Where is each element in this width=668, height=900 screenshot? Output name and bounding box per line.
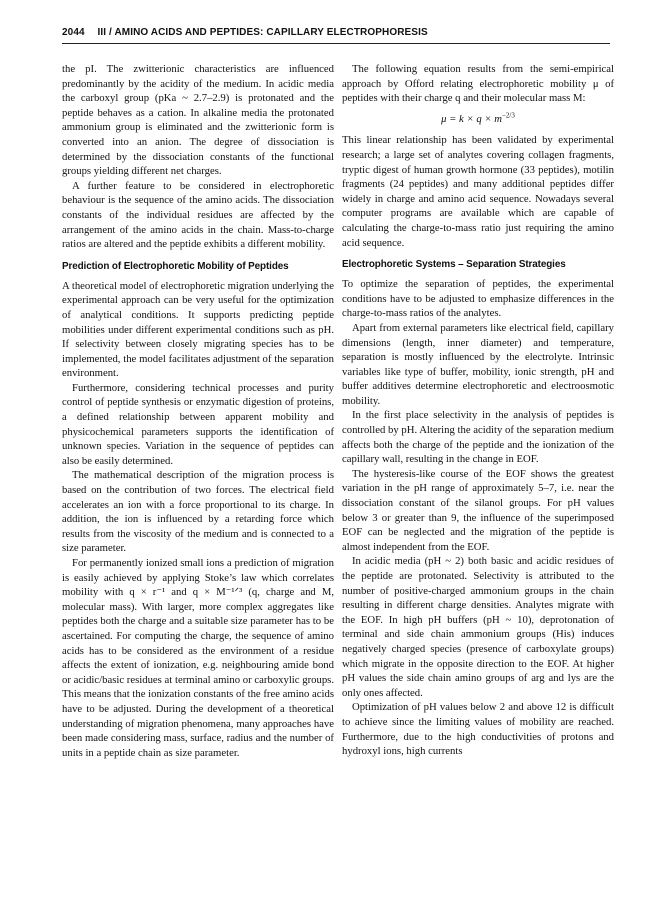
right-column: [342, 62, 614, 759]
paragraph: In acidic media (pH ~ 2) both basic and acidic residues of the peptide are protonated. Selectivity is attributed to the number of positive-charged ammonium groups in the chain resulting in different charge densities. Analytes migrate with the EOF. In high pH buffers (pH ~ 10), deprotonation of terminal and side chain ammonium groups (His) induces negatively charged species (presence of carboxylate groups) which migrate in the opposite direction to the EOF. At higher pH values the side chain amino groups of arg and lys are the only ones affected.: [342, 555, 614, 699]
paragraph: the pI. The zwitterionic characteristics are influenced predominantly by the acidity of the medium. In acidic media the carboxyl group (pKa ~ 2.7–2.9) is protonated and the peptide behaves as a cation. In alkaline media the protonated ammonium group is eliminated and the zwitterionic form is converted into an anion. The degree of dissociation is determined by the dissociation constants of the functional groups yielding different net charges.: [62, 63, 334, 178]
running-title: III / AMINO ACIDS AND PEPTIDES: CAPILLARY ELECTROPHORESIS: [97, 27, 428, 38]
section-heading: Prediction of Electrophoretic Mobility of Peptides: [62, 260, 289, 272]
equation-body: μ = k × q × m: [441, 112, 502, 125]
paragraph: Optimization of pH values below 2 and above 12 is difficult to achieve since the limiting values of mobility are reached. Furthermore, due to the high conductivities of protons and hydroxyl ions, high currents: [342, 701, 614, 758]
left-column: [62, 62, 334, 760]
paragraph: Furthermore, considering technical processes and purity control of peptide synthesis or enzymatic digestion of proteins, a defined relationship between apparent mobility and physicochemical parameters supports the identification of unknown species. Variation in the sequence of peptides can also be easily determined.: [62, 381, 334, 467]
paragraph: A theoretical model of electrophoretic migration underlying the experimental approach can be very useful for the optimization of analytical conditions. It supports predicting peptide mobilities under different experimental conditions such as pH. If selectivity between closely migrating species has to be implemented, the model facilitates adjustment of the separation environment.: [62, 279, 334, 380]
paragraph: The hysteresis-like course of the EOF shows the greatest variation in the pH range of approximately 5–7, i.e. near the dissociation constant of the silanol groups. For pH values below 3 or greater than 9, the influence of the superimposed EOF can be neglected and the migration of the peptide is almost independent from the EOF.: [342, 467, 614, 553]
paragraph: Apart from external parameters like electrical field, capillary dimensions (length, inner diameter) and temperature, separation is mostly influenced by the electrolyte. Intrinsic variables like type of buffer, mobility, ionic strength, pH and buffer additives determine electrophoretic and electroosmotic mobility.: [342, 321, 614, 407]
paragraph: A further feature to be considered in electrophoretic behaviour is the sequence of the amino acids. The dissociation constants of the individual residues are affected by the arrangement of the amino acids in the chain. Mass-to-charge ratios are altered and the peptide exhibits a different mobility.: [62, 179, 334, 251]
paragraph: The following equation results from the semi-empirical approach by Offord relating electrophoretic mobility μ of peptides with their charge q and their molecular mass M:: [342, 63, 614, 105]
page-number: 2044: [62, 27, 85, 38]
paragraph: The mathematical description of the migration process is based on the contribution of two forces. The electrical field accelerates an ion with a force proportional to its charge. In addition, the ion is influenced by a retarding force which results from the viscosity of the medium and is connected to a size parameter.: [62, 469, 334, 555]
paragraph: To optimize the separation of peptides, the experimental conditions have to be adjusted to emphasize differences in the charge-to-mass ratios of the analytes.: [342, 278, 614, 320]
paragraph: For permanently ionized small ions a prediction of migration is easily achieved by applying Stoke’s law which correlates mobility with q × r⁻¹ and q × M⁻¹ᐟ³ (q, charge and M, molecular mass). With larger, more complex aggregates like peptides both the charge and a suitable size parameter has to be ascertained. For computing the charge, the sequence of amino acids has to be considered as the environment of a residue affects the extent of ionization, e.g. neighbouring amide bond or acidic/basic residues at terminal amino or carboxylic groups. This means that the ionization constants of the free amino acids have to be adjusted. During the development of a theoretical understanding of migration phenomena, many approaches have been made considering mass, surface, radius and the number of units in a peptide chain as size parameter.: [62, 557, 334, 759]
paragraph: This linear relationship has been validated by experimental research; a large set of analytes covering collagen fragments, tryptic digest of human growth hormone (33 peptides), motilin fragments (24 peptides) and many additional peptides differ widely in charge and amino acid sequence. Nowadays several computer programs are available which are capable of calculating the charge-to-mass ratio just requiring the amino acid sequence.: [342, 134, 614, 249]
running-header: [62, 27, 610, 38]
header-rule: [62, 43, 610, 44]
paragraph: In the first place selectivity in the analysis of peptides is controlled by pH. Altering the acidity of the separation medium affects both the charge of the peptide and the ionization of the capillary wall, resulting in the change in EOF.: [342, 409, 614, 466]
equation: [342, 112, 614, 127]
equation-exponent: −2/3: [501, 111, 515, 120]
section-heading: Electrophoretic Systems – Separation Strategies: [342, 259, 566, 271]
